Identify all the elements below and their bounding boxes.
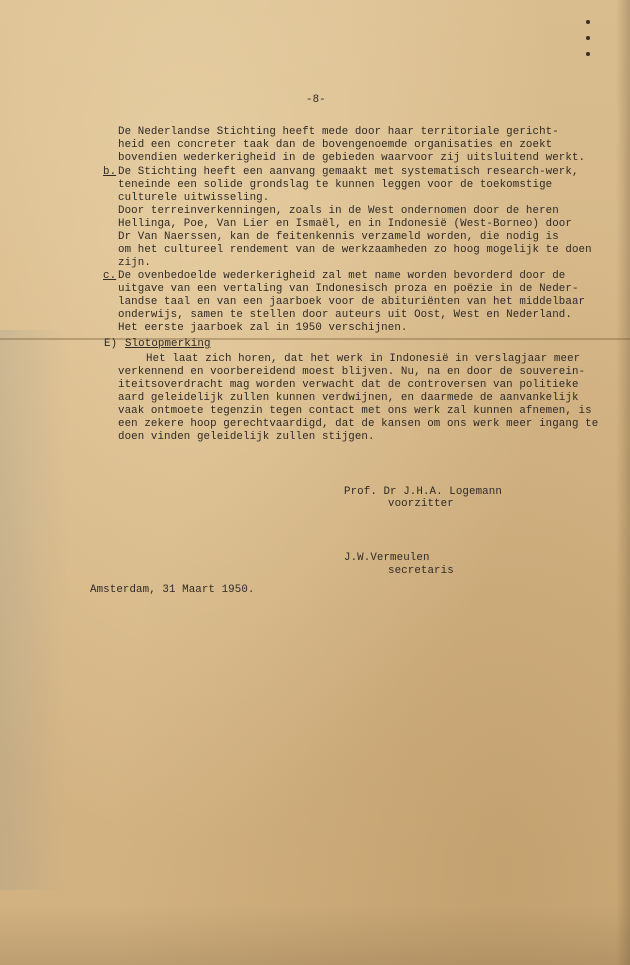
intro-line: heid een concreter taak dan de bovengenoemde organisaties en zoekt	[118, 139, 553, 151]
paragraph-b-line: culturele uitwisseling.	[118, 192, 270, 204]
punch-mark	[586, 52, 590, 56]
paragraph-b-line: Hellinga, Poe, Van Lier en Ismaël, en in Indonesië (West-Borneo) door	[118, 218, 572, 230]
intro-line: bovendien wederkerigheid in de gebieden waarvoor zij uitsluitend werkt.	[118, 152, 586, 164]
section-e-marker: E)	[104, 338, 118, 350]
intro-line: De Nederlandse Stichting heeft mede door haar territoriale gericht-	[118, 126, 559, 138]
signatory-role: voorzitter	[388, 498, 454, 510]
paper-edge-shadow	[616, 0, 630, 965]
paragraph-b-line: zijn.	[118, 257, 151, 269]
signatory-name: Prof. Dr J.H.A. Logemann	[344, 486, 502, 498]
place-date: Amsterdam, 31 Maart 1950.	[90, 584, 255, 596]
paragraph-c-line: landse taal en van een jaarboek voor de abituriënten van het middelbaar	[118, 296, 586, 308]
paragraph-e-line: een zekere hoop gerechtvaardigd, dat de kansen om ons werk meer ingang te	[118, 418, 599, 430]
paragraph-e-line: doen vinden geleidelijk zullen stijgen.	[118, 431, 375, 443]
signatory-role: secretaris	[388, 565, 454, 577]
paragraph-b-marker: b.	[103, 166, 117, 178]
section-e-heading: Slotopmerking	[125, 338, 211, 350]
paragraph-c-line: onderwijs, samen te stellen door auteurs uit Oost, West en Nederland.	[118, 309, 572, 321]
paragraph-c-line: uitgave van een vertaling van Indonesisch proza en poëzie in de Neder-	[118, 283, 579, 295]
paragraph-b-line: Dr Van Naerssen, kan de feitenkennis verzameld worden, die nodig is	[118, 231, 559, 243]
punch-mark	[586, 20, 590, 24]
paragraph-b-line: om het cultureel rendement van de werkzaamheden zo hoog mogelijk te doen	[118, 244, 592, 256]
paragraph-b-line: Door terreinverkenningen, zoals in de West ondernomen door de heren	[118, 205, 559, 217]
paragraph-e-line: aard geleidelijk zullen kunnen verdwijnen, en daarmede de aanvankelijk	[118, 392, 579, 404]
paragraph-c-line: De ovenbedoelde wederkerigheid zal met name worden bevorderd door de	[118, 270, 566, 282]
paragraph-e-line: verkennend en voorbereidend moest blijven. Nu, na en door de souverein-	[118, 366, 586, 378]
paragraph-e-line: Het laat zich horen, dat het werk in Indonesië in verslagjaar meer	[146, 353, 581, 365]
paper-fold-crease	[0, 338, 630, 340]
paragraph-e-line: iteitsoverdracht mag worden verwacht dat de controversen van politieke	[118, 379, 579, 391]
punch-mark	[586, 36, 590, 40]
paragraph-c-line: Het eerste jaarboek zal in 1950 verschijnen.	[118, 322, 408, 334]
water-stain	[0, 330, 68, 890]
paragraph-e-line: vaak ontmoete tegenzin tegen contact met ons werk zal kunnen afnemen, is	[118, 405, 592, 417]
page-number: -8-	[306, 94, 326, 106]
signatory-name: J.W.Vermeulen	[344, 552, 430, 564]
paragraph-b-line: De Stichting heeft een aanvang gemaakt met systematisch research-werk,	[118, 166, 579, 178]
paragraph-c-marker: c.	[103, 270, 117, 282]
paragraph-b-line: teneinde een solide grondslag te kunnen leggen voor de toekomstige	[118, 179, 553, 191]
paper-bottom-shadow	[0, 905, 630, 965]
